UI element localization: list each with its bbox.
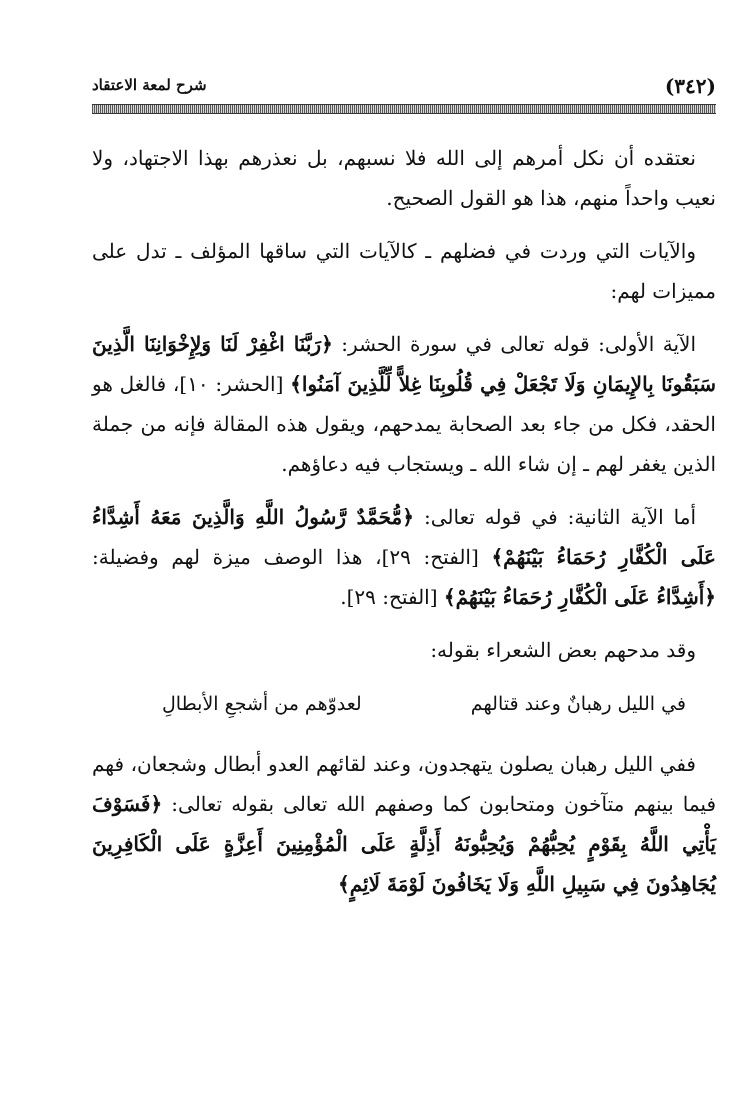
paragraph-3-rest: [الحشر: ١٠]، فالغل هو الحقد، فكل من جاء بعد الصحابة يمدحهم، ويقول هذه المقالة فإنه من جملة الذين يغفر لهم ـ إن شاء الله ـ ويستجاب فيه دعاؤهم. [92,372,716,476]
paragraph-1: نعتقده أن نكل أمرهم إلى الله فلا نسبهم، بل نعذرهم بهذا الاجتهاد، ولا نعيب واحداً منهم، هذا هو القول الصحيح. [92,146,716,210]
header-rule [92,104,716,114]
paragraph-3 [92,324,716,484]
paragraph-4-mid: [الفتح: ٢٩]، هذا الوصف ميزة لهم وفضيلة: [92,545,479,569]
paragraph-4 [92,497,716,617]
paragraph-6 [92,744,716,904]
paragraph-4-intro: أما الآية الثانية: في قوله تعالى: [423,505,697,529]
quran-verse-fath-1: ﴿مُّحَمَّدٌ رَّسُولُ اللَّهِ وَالَّذِينَ مَعَهُ أَشِدَّاءُ عَلَى الْكُفَّارِ رُحَمَاءُ بَيْنَهُمْ﴾ [92,505,716,569]
running-title: شرح لمعة الاعتقاد [92,76,207,94]
poetry-verse [92,684,716,724]
paragraph-3-intro: الآية الأولى: قوله تعالى في سورة الحشر: [341,332,697,356]
quran-verse-maidah: ﴿فَسَوْفَ يَأْتِي اللَّهُ بِقَوْمٍ يُحِبُّهُمْ وَيُحِبُّونَهُ أَذِلَّةٍ عَلَى الْمُؤْمِنِينَ أَعِزَّةٍ عَلَى الْكَافِرِينَ يُجَاهِدُونَ فِي سَبِيلِ اللَّهِ وَلَا يَخَافُونَ لَوْمَةَ لَائِمٍ﴾ [92,792,716,896]
page-header [92,72,716,100]
paragraph-6-text: ففي الليل رهبان يصلون يتهجدون، وعند لقائهم العدو أبطال وشجعان، فهم فيما بينهم متآخون ومتحابون كما وصفهم الله تعالى بقوله تعالى: [92,752,717,816]
paragraph-5: وقد مدحهم بعض الشعراء بقوله: [430,638,696,662]
quran-verse-hashr: ﴿رَبَّنَا اغْفِرْ لَنَا وَلِإِخْوَانِنَا الَّذِينَ سَبَقُونَا بِالإِيمَانِ وَلَا تَجْعَلْ فِي قُلُوبِنَا غِلاًّ لِّلَّذِينَ آمَنُوا﴾ [92,332,716,396]
paragraph-4-end: [الفتح: ٢٩]. [340,585,438,609]
page-number: (٣٤٢) [664,74,716,98]
paragraph-2: والآيات التي وردت في فضلهم ـ كالآيات التي ساقها المؤلف ـ تدل على مميزات لهم: [92,239,716,303]
verse-first-hemistich: في الليل رهبانٌ وعند قتالهم [470,693,686,715]
body-text [92,138,716,917]
verse-second-hemistich: لعدوّهم من أشجعِ الأبطالِ [162,693,362,715]
quran-verse-fath-2: ﴿أَشِدَّاءُ عَلَى الْكُفَّارِ رُحَمَاءُ بَيْنَهُمْ﴾ [443,585,716,609]
